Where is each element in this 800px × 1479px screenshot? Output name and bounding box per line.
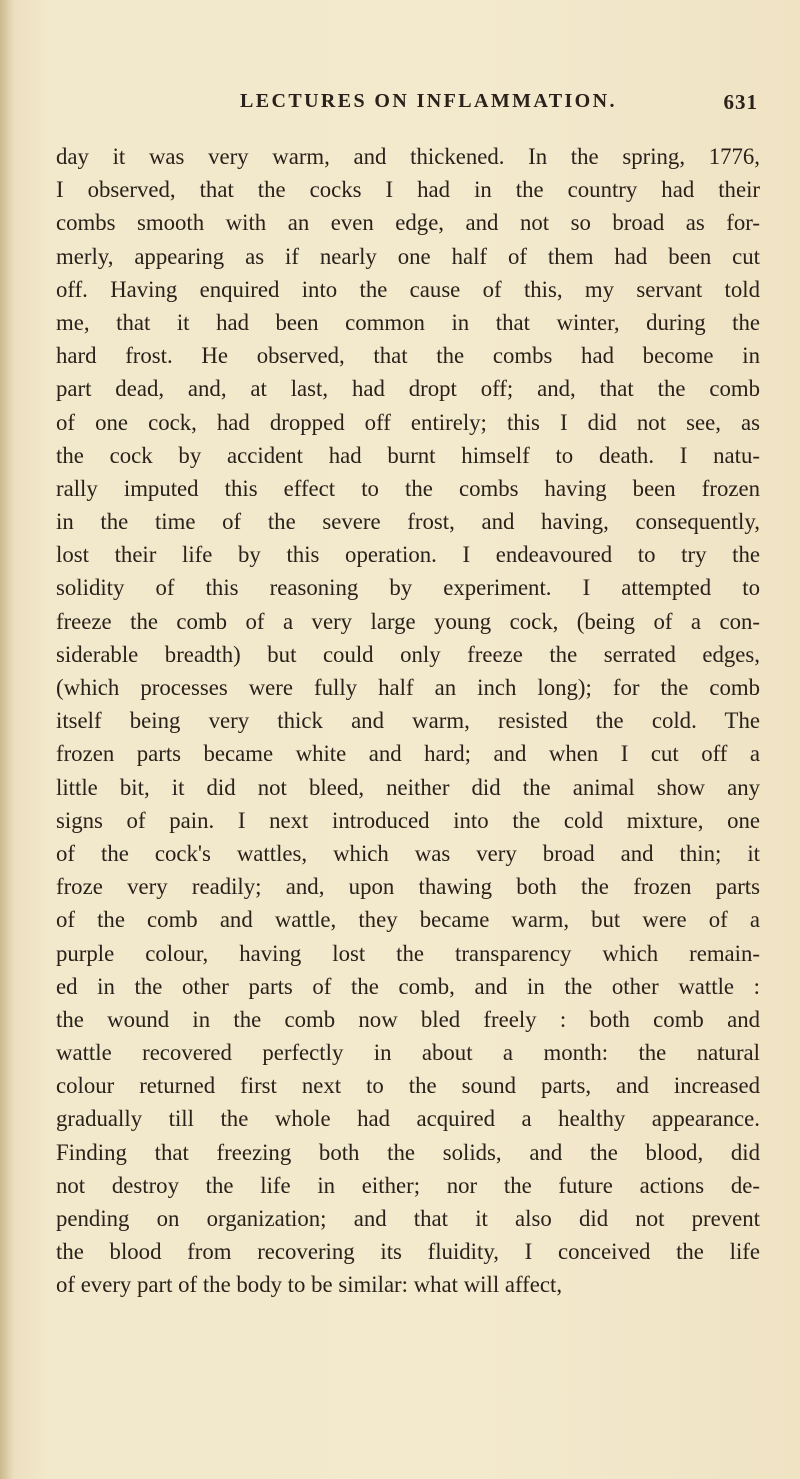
text-line: hard frost. He observed, that the combs had become in	[56, 343, 760, 369]
text-line: combs smooth with an even edge, and not so broad as for-	[56, 210, 760, 236]
text-line: me, that it had been common in that winter, during the	[56, 309, 760, 335]
text-line: (which processes were fully half an inch long); for the comb	[56, 675, 760, 700]
text-line: day it was very warm, and thickened. In the spring, 1776,	[56, 144, 760, 169]
text-line: signs of pain. I next introduced into the cold mixture, one	[56, 807, 760, 833]
binding-edge	[0, 0, 14, 1479]
text-line: pending on organization; and that it also did not prevent	[56, 1206, 760, 1231]
text-line: of every part of the body to be similar: what will affect,	[56, 1272, 563, 1298]
text-line: in the time of the severe frost, and having, consequently,	[56, 509, 760, 535]
text-line: purple colour, having lost the transparency which remain-	[56, 940, 760, 966]
text-line: colour returned first next to the sound parts, and increased	[56, 1073, 760, 1099]
text-line: Finding that freezing both the solids, and the blood, did	[56, 1139, 760, 1165]
text-line: rally imputed this effect to the combs having been frozen	[56, 475, 760, 501]
text-line: of one cock, had dropped off entirely; this I did not see, as	[56, 409, 760, 435]
text-line: frozen parts became white and hard; and when I cut off a	[56, 741, 760, 767]
text-line: wattle recovered perfectly in about a month: the natural	[56, 1040, 760, 1066]
text-line: the wound in the comb now bled freely : both comb and	[56, 1006, 760, 1032]
text-line: not destroy the life in either; nor the future actions de-	[56, 1172, 760, 1198]
text-line: froze very readily; and, upon thawing both the frozen parts	[56, 874, 760, 900]
text-line: of the comb and wattle, they became warm, but were of a	[56, 907, 760, 933]
text-line: I observed, that the cocks I had in the country had their	[56, 177, 760, 203]
text-line: solidity of this reasoning by experiment. I attempted to	[56, 575, 760, 601]
page-number: 631	[723, 90, 758, 114]
running-head	[58, 90, 758, 120]
text-line: of the cock's wattles, which was very broad and thin; it	[56, 840, 760, 866]
running-title: LECTURES ON INFLAMMATION.	[240, 90, 617, 112]
text-line: siderable breadth) but could only freeze the serrated edges,	[56, 641, 760, 667]
text-line: itself being very thick and warm, resisted the cold. The	[56, 708, 760, 734]
text-line: part dead, and, at last, had dropt off; and, that the comb	[56, 376, 760, 402]
text-line: off. Having enquired into the cause of this, my servant told	[56, 276, 760, 302]
text-line: merly, appearing as if nearly one half of them had been cut	[56, 243, 760, 269]
text-line: ed in the other parts of the comb, and in the other wattle :	[56, 973, 760, 999]
text-line: little bit, it did not bleed, neither did the animal show any	[56, 774, 760, 800]
text-line: freeze the comb of a very large young cock, (being of a con-	[56, 608, 760, 634]
text-line: gradually till the whole had acquired a healthy appearance.	[56, 1106, 760, 1132]
text-line: lost their life by this operation. I endeavoured to try the	[56, 542, 760, 568]
body-text	[56, 140, 760, 1302]
text-line: the blood from recovering its fluidity, I conceived the life	[56, 1239, 760, 1265]
text-line: the cock by accident had burnt himself to death. I natu-	[56, 442, 760, 468]
